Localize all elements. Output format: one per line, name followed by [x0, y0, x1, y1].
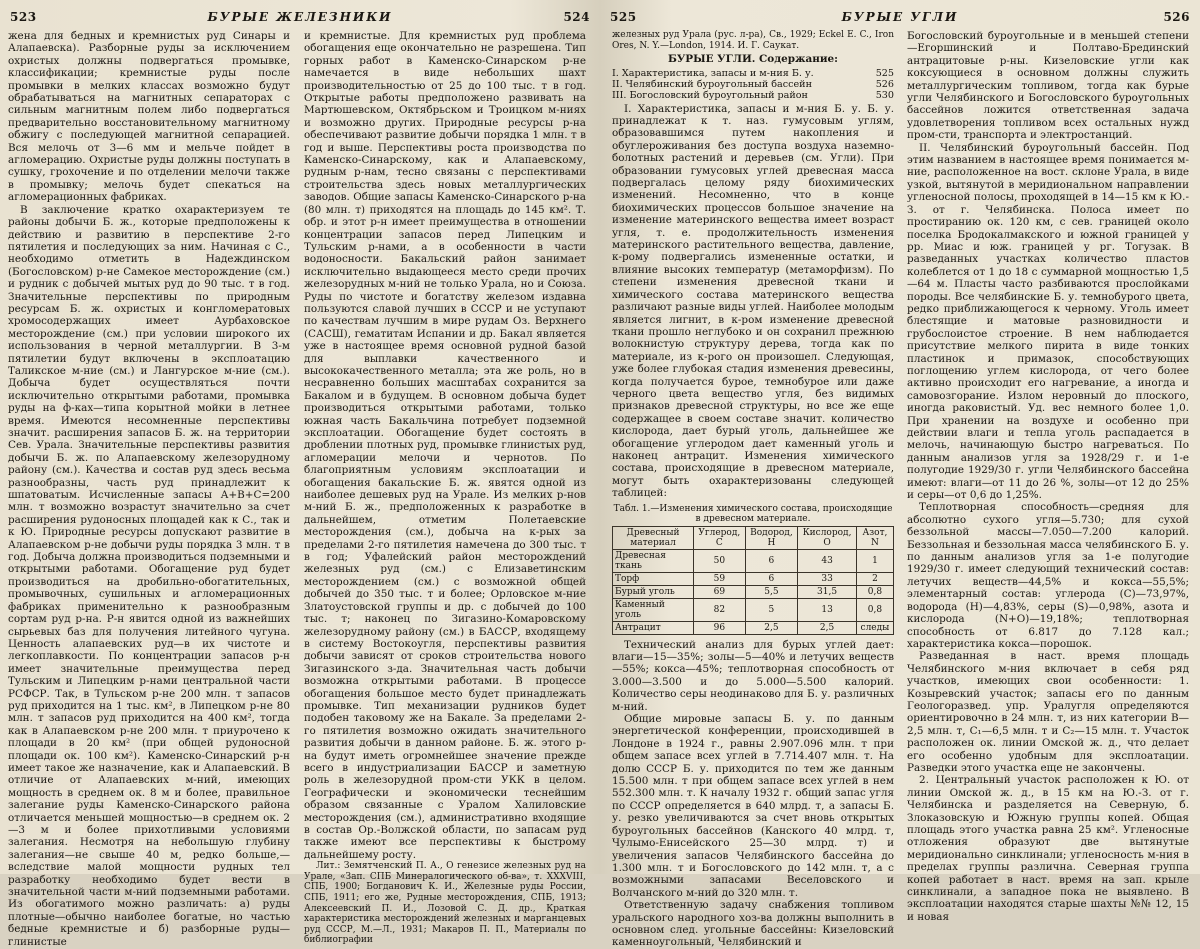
paragraph: Разведанная в наст. время площадь Челябинского м-ния включает в себя ряд участков, имеющих свои особенности: 1. Козыревский участок; запасы его по данным Геологоразвед. упр. Уралугля определяются ориентировочно в 24 млн. т, из них категории B—2,5 млн. т, C₁—6,5 млн. т и C₂—15 млн. т. Участок расположен ок. линии Омской ж. д., что делает его особенно удобным для эксплоатации. Разведки этого участка еще не закончены. [907, 650, 1189, 774]
paragraph: II. Челябинский буроугольный бассейн. Под этим названием в настоящее время понимается м-ние, расположенное на вост. склоне Урала, в виде узкой, вытянутой в меридиональном направлении угленосной полосы, проходящей в 14—15 км к Ю.-З. от г. Челябинска. Полоса имеет по простиранию ок. 120 км, с сев. границей около поселка Бродокалмакского и южной границей у рр. Миас и юж. границей у рг. Тогузак. В разведанных участках количество пластов колеблется от 1 до 18 с суммарной мощностью 1,5—64 м. Пласты часто разбиваются прослойками породы. Все челябинские Б. у. темнобурого цвета, редко приближающегося к черному. Уголь имеет блестящие и матовые разновидности и грубослоистое строение. В нем наблюдается присутствие мелкого пирита в виде тонких пластинок и примазок, способствующих поглощению углем кислорода, от чего более активно происходит его нагревание, а иногда и самовозгорание. Излом неровный до плоского, иногда раковистый. Уд. вес немного более 1,0. При хранении на воздухе и особенно при действии влаги и тепла уголь распадается в мелочь, начинающую быстро нагреваться. По данным анализов угля за 1928/29 г. и 1-е полугодие 1929/30 г. угли Челябинского бассейна имеют: влаги—от 11 до 26 %, золы—от 12 до 25% и серы—от 0,6 до 1,25%. [907, 141, 1189, 502]
table-cell: 31,5 [798, 585, 857, 598]
table-cell: 43 [798, 549, 857, 572]
toc-item [612, 90, 894, 101]
left-page [0, 0, 600, 948]
table-row [613, 549, 894, 572]
table-row [613, 598, 894, 621]
table-cell: 0,8 [856, 598, 893, 621]
running-title: БУРЫЕ УГЛИ [841, 10, 959, 24]
right-page-header [600, 10, 1200, 28]
paragraph: и кремнистые. Для кремнистых руд проблема обогащения еще окончательно не разрешена. Тип горных работ в Каменско-Синарском р-не намечается в виде небольших шахт производительностью от 25 до 100 тыс. т в год. Открытые работы предположено развивать на Мартюшевском, Октябрьском и Троицком м-ниях и возможно других. Природные ресурсы р-на обеспечивают развитие добычи порядка 1 млн. т в год и выше. Перспективы роста производства по Каменско-Синарскому, как и Алапаевскому, рудным р-нам, тесно связаны с перспективами строительства здесь новых металлургических заводов. Общие запасы Каменско-Синарского р-на (80 млн. т) приходятся на площадь до 145 км². Т. обр. и этот р-н имеет преимущества в отношении концентрации запасов перед Липецким и Тульским р-нами, а в особенности в части водоносности. Бакальский район занимает исключительно выдающееся место среди прочих железорудных м-ний не только Урала, но и Союза. Руды по чистоте и богатству железом издавна пользуются славой лучших в СССР и не уступают по качествам лучшим в мире рудам Оз. Верхнего (САСШ), гематитам Испании и др. Бакал является уже в настоящее время основной рудной базой для выплавки качественного и высококачественного металла; эта же роль, но в несравненно больших масштабах сохранится за Бакалом и в будущем. В основном добыча будет производиться открытыми работами, только южная часть Бакальчина потребует подземной эксплоатации. Обогащение будет состоять в дроблении плотных руд, промывке глинистых руд, агломерации мелочи и чернотов. По благоприятным условиям эксплоатации и обогащения бакальские Б. ж. явятся одной из наиболее дешевых руд на Урале. Из мелких р-нов м-ний Б. ж., предположенных к разработке в дальнейшем, отметим Полетаевские месторождения (см.), добыча на к-рых за пределами 2-го пятилетия намечена до 300 тыс. т в год; Уфалейский район месторождений железных руд (см.) с Елизаветинским месторождением (см.) с возможной общей добычей до 350 тыс. т и более; Орловское м-ние Златоустовской группы и др. с добычей до 100 тыс. т; наконец по Зигазино-Комаровскому железорудному району (см.) в БАССР, входящему в систему Востокоугля, перспективы развития добычи зависят от сроков строительства нового Зигазинского з-да. Значительная часть добычи возможна открытыми работами. В процессе обогащения большое место будет принадлежать промывке. Тип механизации рудников будет подобен таковому же на Бакале. За пределами 2-го пятилетия возможно ожидать значительного развития добычи в данном районе. Б. ж. этого р-на будут иметь огромнейшее значение прежде всего в индустриализации БАССР и заметную роль в железорудной пром-сти УКК в целом. Географически и экономически теснейшим образом связанные с Уралом Халиловские месторождения (см.), административно входящие в состав Ор.-Волжской области, по запасам руд также имеют все перспективы к быстрому дальнейшему росту. [304, 30, 586, 861]
toc-item [612, 68, 894, 79]
table-caption: Табл. 1.—Изменения химического состава, происходящие в древесном материале. [613, 503, 893, 524]
chemical-composition-table [612, 526, 894, 635]
table-cell: 2,5 [745, 621, 798, 634]
toc-item-text: I. Характеристика, запасы и м-ния Б. у. [612, 67, 814, 79]
right-column-2 [907, 30, 1189, 923]
paragraph: 2. Центральный участок расположен к Ю. от линии Омской ж. д., в 15 км на Ю.-З. от г. Челябинска и разделяется на Северную, б. Злоказовскую и Южную группы копей. Общая площадь этого участка равна 25 км². Угленосные отложения образуют две вытянутые меридионально синклинали; угленосность м-ния в пределах группы различна. Северная группа копей работает в наст. время на зап. крыле синклинали, а западное пока не выявлено. В эксплоатации находятся старые шахты №№ 12, 15 и новая [907, 774, 1189, 923]
toc-item-page: 525 [875, 67, 894, 79]
page-number-left: 523 [10, 10, 37, 24]
table-cell: 69 [694, 585, 746, 598]
table-header-cell: Азот, N [856, 526, 893, 549]
toc-item-text: III. Богословский буроугольный район [612, 89, 808, 101]
table-row [613, 585, 894, 598]
table-cell: 96 [694, 621, 746, 634]
paragraph: Богословский буроугольные и в меньшей степени—Егоршинский и Полтаво-Брединский антрацитовые р-ны. Кизеловские угли как коксующиеся в основном должны служить металлургическим топливом, тогда как бурые угли Челябинского и Богословского буроугольных бассейнов ложится ответственная задача удовлетворения топливом всех остальных нужд пром-сти, транспорта и электростанций. [907, 30, 1189, 142]
toc-item-page: 530 [875, 89, 894, 101]
paragraph: Технический анализ для бурых углей дает: влаги—15—35%; золы—5—40% и летучих веществ—55%; кокса—45%; теплотворная способность от 3.000—3.500 и до 5.000—5.500 калорий. Количество серы неодинаково для Б. у. различных м-ний. [612, 638, 894, 713]
table-cell: Бурый уголь [613, 585, 694, 598]
left-page-header [0, 10, 600, 28]
paragraph: Общие мировые запасы Б. у. по данным энергетической конференции, происходившей в Лондоне в 1924 г., равны 2.907.096 млн. т при общем запасе всех углей в 7.714.407 млн. т. На долю СССР Б. у. приходится по тем же данным 15.500 млн. т при общем запасе всех углей в нем 552.300 млн. т. К началу 1932 г. общий запас угля по СССР определяется в 640 млрд. т, а запасы Б. у. резко увеличиваются за счет вновь открытых буроугольных бассейнов (Канского 40 млрд. т, Чулымо-Енисейского 25—30 млрд. т) и увеличения запасов Челябинского бассейна до 1.300 млн. т и Богословского до 142 млн. т, а с возможными запасами Веселовского и Волчанского м-ний до 320 млн. т. [612, 713, 894, 899]
page-number-right: 526 [1163, 10, 1190, 24]
table-cell: 13 [798, 598, 857, 621]
table-header-cell: Древесный материал [613, 526, 694, 549]
right-column-1 [612, 30, 894, 949]
left-column-2 [304, 30, 586, 946]
page-number-left: 525 [610, 10, 637, 24]
table-cell: 82 [694, 598, 746, 621]
table-cell: 50 [694, 549, 746, 572]
literature-references: Лит.: Земятченский П. А., О генезисе железных руд на Урале, «Зап. СПБ Минералогического об-ва», т. XXXVIII, СПБ, 1900; Богданович К. И., Железные руды России, СПБ, 1911; его же, Рудные месторождения, СПБ, 1913; Алексеевский П. И., Лозовой С. Д. др., Краткая характеристика месторождений железных и марганцевых руд СССР, М.—Л., 1931; Макаров П. П., Материалы по библиографии [304, 861, 586, 946]
table-row [613, 572, 894, 585]
left-column-1 [8, 30, 290, 948]
table-cell: 59 [694, 572, 746, 585]
paragraph: В заключение кратко охарактеризуем те районы добычи Б. ж., которые предположены к действию и развитию в перспективе 2-го пятилетия и последующих за ним. Начиная с С., необходимо отметить в Надеждинском (Богословском) р-не Самекое месторождение (см.) и рудник с добычей мытых руд до 90 тыс. т в год. Значительные перспективы по природным ресурсам Б. ж. охристых и конгломератовых хромосодержащих имеет Аурбаховское месторождение (см.) при условии широкого их использования в черной металлургии. В 3-м пятилетии будут включены в эксплоатацию Таликское м-ние (см.) и Лангурское м-ние (см.). Добыча будет осуществляться почти исключительно открытыми работами, промывка руды на ф-ках—типа корытной мойки в летнее время. Имеются несомненные перспективы значит. расширения запасов Б. ж. на территории Сев. Урала. Значительные перспективы развития добычи Б. ж. по Алапаевскому железорудному району (см.). Качества и состав руд здесь весьма разнообразны, часть руд принадлежит к шпатоватым. Исчисленные запасы А+В+С=200 млн. т возможно возрастут значительно за счет расширения рудоносных площадей как к С., так и к Ю. Природные ресурсы допускают развитие в Алапаевском р-не добычи руды порядка 3 млн. т в год. Добыча должна производиться подземными и открытыми работами. Обогащение руд будет производиться на дробильно-обогатительных, промывочных, сушильных и агломерационных фабриках применительно к разнообразным сортам руд р-на. Р-н явится одной из важнейших сырьевых баз для получения литейного чугуна. Ценность алапаевских руд—в их чистоте и легкоплавкости. По концентрации запасов р-н имеет значительные преимущества перед Тульским и Липецким р-нами центральной части РСФСР. Так, в Тульском р-не 200 млн. т запасов руд приходится на 1 тыс. км², в Липецком р-не 80 млн. т запасов руд приходится на 400 км², тогда как в Алапаевском р-не 200 млн. т приурочено к площади в 20 км² (при общей рудоносной площади ок. 100 км²). Каменско-Синарский р-н имеет такое же назначение, как и Алапаевский. В отличие от Алапаевских м-ний, имеющих мощность в среднем ок. 8 м и более, правильное залегание руды Каменско-Синарского района отличается меньшей мощностью—в среднем ок. 2—3 м и более прихотливыми условиями залегания. Несмотря на небольшую глубину залегания—не свыше 40 м, редко больше,—вследствие малой мощности рудных тел разработку необходимо будет вести в значительной части м-ний подземными работами. Из обогатимого можно различать: а) руды плотные—обычно наиболее богатые, но частью бедные кремнистые и б) разборные руды—глинистые [8, 203, 290, 948]
table-cell: 6 [745, 572, 798, 585]
table-row [613, 621, 894, 634]
table-cell: 5 [745, 598, 798, 621]
running-title: БУРЫЕ ЖЕЛЕЗНИКИ [207, 10, 393, 24]
table-cell: 0,8 [856, 585, 893, 598]
toc-item-text: II. Челябинский буроугольный бассейн [612, 78, 812, 90]
table-cell: 5,5 [745, 585, 798, 598]
toc-item [612, 79, 894, 90]
table-cell: 33 [798, 572, 857, 585]
right-page [600, 0, 1200, 949]
table-of-contents [612, 68, 894, 101]
table-cell: Торф [613, 572, 694, 585]
table-cell: 1 [856, 549, 893, 572]
table-header-row [613, 526, 894, 549]
table-header-cell: Кислород, O [798, 526, 857, 549]
table-header-cell: Углерод, C [694, 526, 746, 549]
table-header-cell: Водород, H [745, 526, 798, 549]
table-cell: 2 [856, 572, 893, 585]
article-title: БУРЫЕ УГЛИ. Содержание: [668, 53, 838, 66]
table-cell: Древесная ткань [613, 549, 694, 572]
paragraph: Ответственную задачу снабжения топливом уральского народного хоз-ва должны выполнить в основном след. угольные бассейны: Кизеловский каменноугольный, Челябинский и [612, 899, 894, 949]
page-number-right: 524 [563, 10, 590, 24]
table-cell: 6 [745, 549, 798, 572]
toc-item-page: 526 [875, 78, 894, 90]
paragraph: Теплотворная способность—средняя для абсолютно сухого угля—5.730; для сухой беззольной массы—7.050—7.200 калорий. Беззольная и беззольная масса челябинского Б. у. по данным анализов угля за 1-е полугодие 1929/30 г. имеет следующий технический состав: летучих веществ—44,5% и кокса—55,5%; элементарный состав: углерода (C)—73,97%, водорода (H)—4,83%, серы (S)—0,98%, азота и кислорода (N+O)—19,18%; теплотворная способность от 6.817 до 7.128 кал.; характеристика кокса—порошок. [907, 501, 1189, 650]
table-cell: следы [856, 621, 893, 634]
table-cell: 2,5 [798, 621, 857, 634]
literature-references: железных руд Урала (рус. л-ра), Св., 1929; Eckel E. C., Iron Ores, N. Y.—London, 1914. И. Г. Саукат. [612, 30, 894, 51]
table-cell: Антрацит [613, 621, 694, 634]
table-cell: Каменный уголь [613, 598, 694, 621]
paragraph: I. Характеристика, запасы и м-ния Б. у. Б. у. принадлежат к т. наз. гумусовым углям, образовавшимся путем накопления и обуглероживания без доступа воздуха наземно-болотных растений и деревьев (см. Угли). При образовании гумусовых углей древесная масса подвергалась целому ряду биохимических изменений. Несомненно, что в конце биохимических процессов большое значение на изменение материнского вещества имеет возраст угля, т. е. продолжительность изменения материнского растительного вещества, давление, к-рому подвергались измененные остатки, и влияние высоких температур (метаморфизм). По степени изменения древесной ткани и химического состава материнского вещества различают разные виды углей. Наиболее молодым является лигнит, в к-ром изменение древесной ткани прошло неглубоко и он сохранил прежнюю волокнистую структуру дерева, тогда как по материале, из к-рого он произошел. Следующая, уже более глубокая стадия изменения древесины, когда получается бурое, темнобурое или даже черного цвета вещество угля, без видимых признаков древесной структуры, но все же еще содержащее в своем составе значит. количество кислорода, дает бурый уголь, дальнейшее же обогащение углеродом дает каменный уголь и наконец антрацит. Изменения химического состава, происходящие в древесном материале, могут быть охарактеризованы следующей таблицей: [612, 102, 894, 500]
paragraph: жена для бедных и кремнистых руд Синары и Алапаевска). Разборные руды за исключением охристых должны подвергаться промывке, классификации; кремнистые руды после промывки в мелких классах возможно будут обрабатываться на магнитных сепараторах с сильным магнитным полем либо подвергаться предварительно восстановительному магнитному обжигу с последующей магнитной сепарацией. Вся мелочь от 3—6 мм и мельче пойдет в агломерацию. Охристые руды должны поступать в сушку, грохочение и по отделении мелочи также в промывку; мелочь будет спекаться на агломерационных фабриках. [8, 30, 290, 204]
